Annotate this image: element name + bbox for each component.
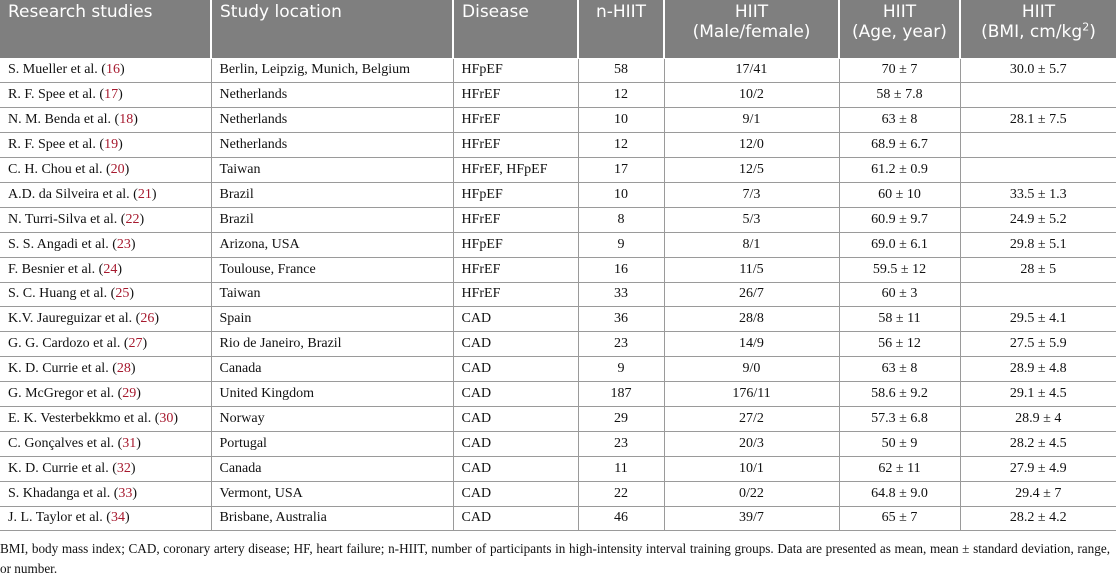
- cell-sex-ratio: 17/41: [664, 58, 839, 83]
- cell-disease: CAD: [453, 456, 578, 481]
- reference-link[interactable]: 16: [105, 62, 120, 78]
- study-close: ): [136, 435, 141, 451]
- cell-n-hiit: 23: [578, 431, 664, 456]
- cell-study: [0, 431, 211, 456]
- reference-link[interactable]: 27: [128, 336, 143, 352]
- study-close: ): [136, 386, 141, 402]
- reference-link[interactable]: 22: [125, 211, 140, 227]
- cell-age: 57.3 ± 6.8: [839, 406, 960, 431]
- cell-bmi: 28.9 ± 4: [960, 406, 1116, 431]
- table-body: [0, 58, 1116, 531]
- study-close: ): [124, 510, 130, 526]
- table-row: [0, 307, 1116, 332]
- cell-location: Brisbane, Australia: [211, 506, 453, 531]
- cell-n-hiit: 187: [578, 382, 664, 407]
- table-row: [0, 182, 1116, 207]
- cell-bmi: 28.2 ± 4.5: [960, 431, 1116, 456]
- header-hiit-bmi: [960, 0, 1116, 58]
- cell-location: Taiwan: [211, 158, 453, 183]
- cell-age: 58 ± 11: [839, 307, 960, 332]
- cell-disease: CAD: [453, 481, 578, 506]
- table-row: [0, 481, 1116, 506]
- cell-bmi: 29.4 ± 7: [960, 481, 1116, 506]
- cell-location: United Kingdom: [211, 382, 453, 407]
- table-row: [0, 158, 1116, 183]
- cell-sex-ratio: 14/9: [664, 332, 839, 357]
- cell-bmi: 28 ± 5: [960, 257, 1116, 282]
- cell-location: Rio de Janeiro, Brazil: [211, 332, 453, 357]
- cell-disease: CAD: [453, 431, 578, 456]
- cell-study: [0, 282, 211, 307]
- cell-bmi: 29.1 ± 4.5: [960, 382, 1116, 407]
- cell-bmi: 30.0 ± 5.7: [960, 58, 1116, 83]
- cell-disease: CAD: [453, 332, 578, 357]
- header-hiit-age-bottom: (Age, year): [852, 22, 947, 42]
- study-author: R. F. Spee et al. (: [8, 87, 105, 103]
- table-row: [0, 456, 1116, 481]
- table-row: [0, 108, 1116, 133]
- cell-bmi: [960, 83, 1116, 108]
- cell-n-hiit: 29: [578, 406, 664, 431]
- cell-age: 56 ± 12: [839, 332, 960, 357]
- cell-study: [0, 182, 211, 207]
- table-row: [0, 232, 1116, 257]
- cell-age: 59.5 ± 12: [839, 257, 960, 282]
- cell-disease: HFrEF: [453, 282, 578, 307]
- cell-disease: HFpEF: [453, 58, 578, 83]
- cell-age: 69.0 ± 6.1: [839, 232, 960, 257]
- reference-link[interactable]: 26: [140, 311, 155, 327]
- study-close: ): [119, 62, 125, 78]
- study-author: S. Khadanga et al. (: [8, 485, 119, 501]
- cell-n-hiit: 46: [578, 506, 664, 531]
- study-author: G. G. Cardozo et al. (: [8, 336, 129, 352]
- cell-age: 50 ± 9: [839, 431, 960, 456]
- cell-study: [0, 406, 211, 431]
- cell-study: [0, 232, 211, 257]
- reference-link[interactable]: 19: [104, 137, 119, 153]
- cell-bmi: [960, 133, 1116, 158]
- cell-age: 64.8 ± 9.0: [839, 481, 960, 506]
- cell-bmi: 28.1 ± 7.5: [960, 108, 1116, 133]
- header-hiit-sex-bottom: (Male/female): [692, 22, 811, 42]
- study-author: N. M. Benda et al. (: [8, 112, 120, 128]
- cell-n-hiit: 12: [578, 83, 664, 108]
- header-hiit-bmi-bottom: [969, 22, 1108, 42]
- header-hiit-sex: [664, 0, 839, 58]
- cell-n-hiit: 11: [578, 456, 664, 481]
- cell-location: Netherlands: [211, 108, 453, 133]
- cell-bmi: 27.5 ± 5.9: [960, 332, 1116, 357]
- cell-location: Toulouse, France: [211, 257, 453, 282]
- cell-study: [0, 307, 211, 332]
- cell-study: [0, 158, 211, 183]
- header-row: [0, 0, 1116, 58]
- cell-study: [0, 83, 211, 108]
- cell-n-hiit: 10: [578, 108, 664, 133]
- cell-sex-ratio: 5/3: [664, 207, 839, 232]
- header-hiit-age-top: HIIT: [882, 2, 917, 22]
- cell-location: Vermont, USA: [211, 481, 453, 506]
- cell-sex-ratio: 9/0: [664, 357, 839, 382]
- reference-link[interactable]: 17: [104, 87, 119, 103]
- cell-age: 58.6 ± 9.2: [839, 382, 960, 407]
- cell-sex-ratio: 12/0: [664, 133, 839, 158]
- header-research-studies: Research studies: [0, 0, 211, 58]
- cell-n-hiit: 9: [578, 232, 664, 257]
- cell-location: Arizona, USA: [211, 232, 453, 257]
- study-author: E. K. Vesterbekkmo et al. (: [8, 410, 160, 426]
- cell-study: [0, 133, 211, 158]
- cell-location: Netherlands: [211, 83, 453, 108]
- cell-study: [0, 58, 211, 83]
- study-close: ): [173, 410, 179, 426]
- cell-bmi: 29.8 ± 5.1: [960, 232, 1116, 257]
- cell-location: Brazil: [211, 182, 453, 207]
- cell-study: [0, 506, 211, 531]
- header-hiit-bmi-sup: 2: [1082, 20, 1090, 34]
- study-author: S. Mueller et al. (: [8, 62, 106, 78]
- study-close: ): [130, 460, 136, 476]
- study-author: S. S. Angadi et al. (: [8, 236, 117, 252]
- table-row: [0, 406, 1116, 431]
- reference-link[interactable]: 18: [119, 112, 134, 128]
- cell-disease: CAD: [453, 506, 578, 531]
- cell-study: [0, 481, 211, 506]
- study-author: K.V. Jaureguizar et al. (: [8, 311, 141, 327]
- study-close: ): [151, 186, 157, 202]
- study-author: K. D. Currie et al. (: [8, 361, 117, 377]
- cell-n-hiit: 33: [578, 282, 664, 307]
- cell-age: 68.9 ± 6.7: [839, 133, 960, 158]
- cell-n-hiit: 8: [578, 207, 664, 232]
- cell-sex-ratio: 9/1: [664, 108, 839, 133]
- cell-disease: CAD: [453, 307, 578, 332]
- cell-location: Brazil: [211, 207, 453, 232]
- table-footnote: BMI, body mass index; CAD, coronary artery disease; HF, heart failure; n-HIIT, number of participants in high-intensity interval training groups. Data are presented as mean, mean ± standard deviation, range, or number.: [0, 541, 1110, 576]
- study-close: ): [124, 162, 130, 177]
- header-hiit-bmi-top: HIIT: [1021, 2, 1056, 22]
- cell-sex-ratio: 0/22: [664, 481, 839, 506]
- reference-link[interactable]: 32: [116, 460, 131, 476]
- cell-age: 65 ± 7: [839, 506, 960, 531]
- cell-disease: HFrEF, HFpEF: [453, 158, 578, 183]
- study-close: ): [130, 236, 136, 252]
- header-hiit-bmi-label: (BMI, cm/kg: [981, 22, 1083, 42]
- table-row: [0, 431, 1116, 456]
- table-row: [0, 332, 1116, 357]
- cell-age: 60 ± 3: [839, 282, 960, 307]
- cell-bmi: 27.9 ± 4.9: [960, 456, 1116, 481]
- cell-bmi: 24.9 ± 5.2: [960, 207, 1116, 232]
- cell-study: [0, 357, 211, 382]
- cell-disease: HFpEF: [453, 182, 578, 207]
- cell-sex-ratio: 28/8: [664, 307, 839, 332]
- study-close: ): [130, 361, 136, 377]
- cell-age: 63 ± 8: [839, 357, 960, 382]
- cell-n-hiit: 17: [578, 158, 664, 183]
- cell-sex-ratio: 12/5: [664, 158, 839, 183]
- study-author: J. L. Taylor et al. (: [8, 510, 111, 526]
- cell-location: Portugal: [211, 431, 453, 456]
- reference-link[interactable]: 33: [118, 485, 133, 501]
- study-author: K. D. Currie et al. (: [8, 460, 117, 476]
- reference-link[interactable]: 28: [116, 361, 131, 377]
- cell-disease: HFrEF: [453, 133, 578, 158]
- cell-n-hiit: 12: [578, 133, 664, 158]
- cell-bmi: 28.2 ± 4.2: [960, 506, 1116, 531]
- reference-link[interactable]: 21: [137, 186, 152, 202]
- reference-link[interactable]: 30: [159, 410, 174, 426]
- study-close: ): [132, 485, 138, 501]
- study-close: ): [129, 286, 134, 302]
- cell-disease: HFrEF: [453, 257, 578, 282]
- study-author: A.D. da Silveira et al. (: [8, 186, 138, 202]
- study-close: ): [133, 112, 138, 128]
- cell-n-hiit: 23: [578, 332, 664, 357]
- study-close: ): [118, 137, 123, 153]
- cell-study: [0, 456, 211, 481]
- cell-disease: HFrEF: [453, 207, 578, 232]
- cell-bmi: 29.5 ± 4.1: [960, 307, 1116, 332]
- cell-sex-ratio: 7/3: [664, 182, 839, 207]
- cell-disease: CAD: [453, 406, 578, 431]
- study-author: N. Turri-Silva et al. (: [8, 211, 126, 227]
- table-row: [0, 506, 1116, 531]
- cell-age: 58 ± 7.8: [839, 83, 960, 108]
- table-row: [0, 207, 1116, 232]
- cell-bmi: [960, 282, 1116, 307]
- cell-location: Netherlands: [211, 133, 453, 158]
- cell-sex-ratio: 20/3: [664, 431, 839, 456]
- cell-n-hiit: 22: [578, 481, 664, 506]
- cell-study: [0, 382, 211, 407]
- cell-sex-ratio: 39/7: [664, 506, 839, 531]
- cell-sex-ratio: 176/11: [664, 382, 839, 407]
- study-author: C. H. Chou et al. (: [8, 162, 111, 177]
- table-row: [0, 282, 1116, 307]
- cell-disease: HFrEF: [453, 108, 578, 133]
- header-study-location: Study location: [211, 0, 453, 58]
- cell-sex-ratio: 8/1: [664, 232, 839, 257]
- cell-age: 70 ± 7: [839, 58, 960, 83]
- table-row: [0, 382, 1116, 407]
- reference-link[interactable]: 20: [110, 162, 125, 177]
- cell-age: 62 ± 11: [839, 456, 960, 481]
- cell-disease: HFrEF: [453, 83, 578, 108]
- study-close: ): [139, 211, 145, 227]
- cell-bmi: 33.5 ± 1.3: [960, 182, 1116, 207]
- cell-bmi: [960, 158, 1116, 183]
- study-author: F. Besnier et al. (: [8, 261, 104, 277]
- cell-age: 63 ± 8: [839, 108, 960, 133]
- study-author: G. McGregor et al. (: [8, 386, 123, 402]
- cell-location: Norway: [211, 406, 453, 431]
- cell-n-hiit: 58: [578, 58, 664, 83]
- header-disease: Disease: [453, 0, 578, 58]
- cell-sex-ratio: 27/2: [664, 406, 839, 431]
- cell-n-hiit: 10: [578, 182, 664, 207]
- table-row: [0, 257, 1116, 282]
- cell-location: Berlin, Leipzig, Munich, Belgium: [211, 58, 453, 83]
- study-close: ): [154, 311, 159, 327]
- cell-n-hiit: 36: [578, 307, 664, 332]
- table-row: [0, 133, 1116, 158]
- cell-bmi: 28.9 ± 4.8: [960, 357, 1116, 382]
- cell-n-hiit: 9: [578, 357, 664, 382]
- cell-n-hiit: 16: [578, 257, 664, 282]
- table-row: [0, 83, 1116, 108]
- reference-link[interactable]: 25: [115, 286, 130, 302]
- header-hiit-bmi-close: ): [1089, 22, 1096, 42]
- header-hiit-age: [839, 0, 960, 58]
- study-author: R. F. Spee et al. (: [8, 137, 105, 153]
- cell-age: 60 ± 10: [839, 182, 960, 207]
- study-author: C. Gonçalves et al. (: [8, 435, 123, 451]
- header-hiit-sex-top: HIIT: [734, 2, 769, 22]
- cell-disease: CAD: [453, 357, 578, 382]
- cell-study: [0, 257, 211, 282]
- reference-link[interactable]: 24: [103, 261, 118, 277]
- study-author: S. C. Huang et al. (: [8, 286, 116, 302]
- cell-sex-ratio: 10/2: [664, 83, 839, 108]
- cell-disease: CAD: [453, 382, 578, 407]
- study-close: ): [142, 336, 148, 352]
- header-n-hiit: n-HIIT: [578, 0, 664, 58]
- reference-link[interactable]: 31: [122, 435, 137, 451]
- cell-study: [0, 332, 211, 357]
- cell-age: 61.2 ± 0.9: [839, 158, 960, 183]
- cell-location: Canada: [211, 456, 453, 481]
- cell-study: [0, 207, 211, 232]
- cell-sex-ratio: 10/1: [664, 456, 839, 481]
- reference-link[interactable]: 29: [122, 386, 137, 402]
- cell-age: 60.9 ± 9.7: [839, 207, 960, 232]
- reference-link[interactable]: 23: [116, 236, 131, 252]
- table-row: [0, 357, 1116, 382]
- table-row: [0, 58, 1116, 83]
- cell-location: Canada: [211, 357, 453, 382]
- cell-study: [0, 108, 211, 133]
- cell-disease: HFpEF: [453, 232, 578, 257]
- study-close: ): [117, 261, 122, 277]
- study-close: ): [118, 87, 123, 103]
- cell-location: Taiwan: [211, 282, 453, 307]
- cell-location: Spain: [211, 307, 453, 332]
- cell-sex-ratio: 26/7: [664, 282, 839, 307]
- reference-link[interactable]: 34: [110, 510, 125, 526]
- cell-sex-ratio: 11/5: [664, 257, 839, 282]
